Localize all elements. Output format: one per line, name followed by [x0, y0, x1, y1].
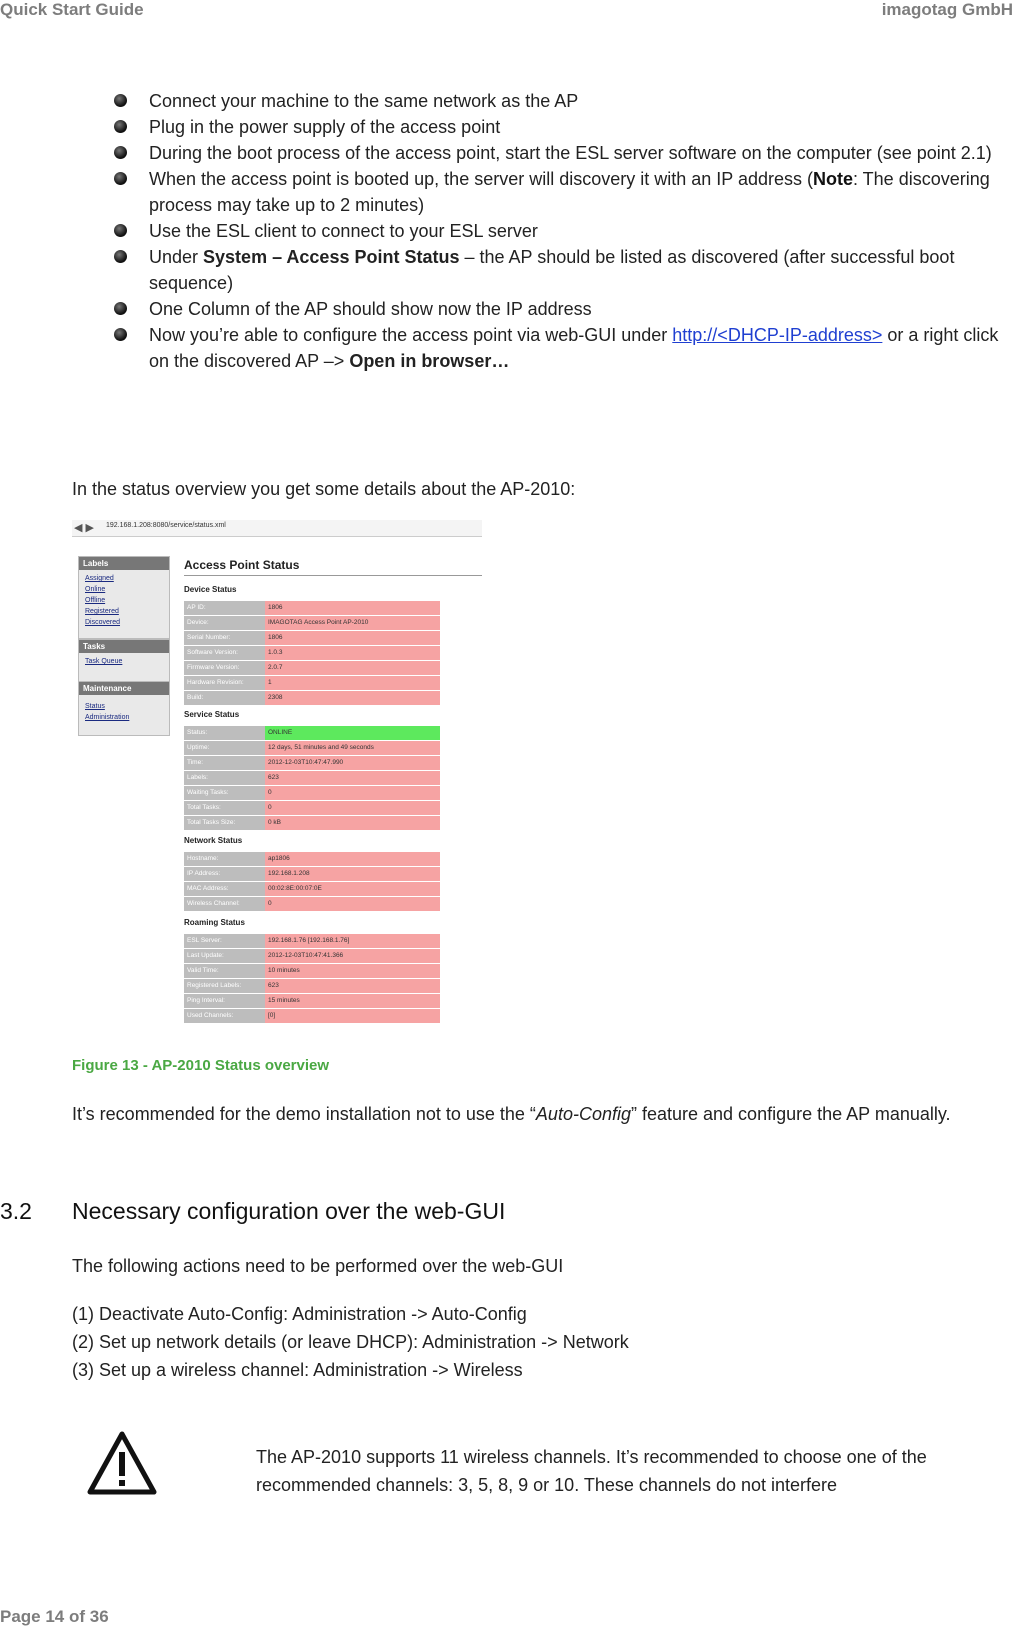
- sidebar-link[interactable]: Discovered: [85, 619, 121, 626]
- table-row: Ping Interval: 15 minutes: [184, 994, 440, 1008]
- recommendation-paragraph: It’s recommended for the demo installation not to use the “Auto-Config” feature and configure the AP manually.: [72, 1104, 951, 1124]
- note-label: Note: [813, 169, 853, 189]
- table-row: Labels: 623: [184, 771, 440, 785]
- sidebar-link[interactable]: Status: [85, 703, 105, 710]
- page-number: Page 14 of 36: [0, 1607, 109, 1626]
- list-item: During the boot process of the access point, start the ESL server software on the computer (see point 2.1): [114, 140, 1014, 166]
- list-item: Plug in the power supply of the access point: [114, 114, 1014, 140]
- actions-intro: The following actions need to be performed over the web-GUI: [72, 1256, 564, 1276]
- browser-address-bar: [72, 520, 482, 537]
- header-company: imagotag GmbH: [881, 0, 1013, 19]
- dhcp-address-link[interactable]: http://<DHCP-IP-address>: [672, 325, 883, 345]
- warning-icon: [86, 1430, 158, 1496]
- bullet-icon: [114, 146, 127, 159]
- section-title: Roaming Status: [184, 918, 245, 927]
- section-number: 3.2: [0, 1198, 32, 1224]
- sidebar-link[interactable]: Task Queue: [85, 658, 123, 665]
- sidebar-link[interactable]: Registered: [85, 608, 119, 615]
- sidebar-link[interactable]: Assigned: [85, 575, 114, 582]
- list-item: When the access point is booted up, the server will discovery it with an IP address (Note: The discovering process may take up to 2 minutes): [114, 166, 1014, 218]
- setup-bullet-list: [114, 88, 1014, 374]
- table-row: Serial Number: 1806: [184, 631, 440, 645]
- table-row: Total Tasks Size: 0 kB: [184, 816, 440, 830]
- bullet-icon: [114, 172, 127, 185]
- figure-caption: Figure 13 - AP-2010 Status overview: [72, 1057, 330, 1074]
- steps-list: [72, 1300, 629, 1384]
- table-row: Device: IMAGOTAG Access Point AP-2010: [184, 616, 440, 630]
- table-row: Valid Time: 10 minutes: [184, 964, 440, 978]
- divider: [184, 575, 482, 576]
- status-screenshot: [72, 520, 482, 1036]
- open-in-browser-label: Open in browser…: [349, 351, 510, 371]
- bullet-icon: [114, 328, 127, 341]
- sidebar-tasks: Tasks Task Queue: [78, 639, 170, 682]
- table-row: IP Address: 192.168.1.208: [184, 867, 440, 881]
- sidebar-labels: Labels Assigned Online Offline Registered Discovered: [78, 556, 170, 639]
- table-row: Firmware Version: 2.0.7: [184, 661, 440, 675]
- table-row: Build: 2308: [184, 691, 440, 705]
- sidebar-link[interactable]: Offline: [85, 597, 106, 604]
- table-row: Last Update: 2012-12-03T10:47:41.366: [184, 949, 440, 963]
- sidebar-link[interactable]: Online: [85, 586, 106, 593]
- table-row: Software Version: 1.0.3: [184, 646, 440, 660]
- bullet-icon: [114, 302, 127, 315]
- list-item: Under System – Access Point Status – the AP should be listed as discovered (after successful boot sequence): [114, 244, 1014, 296]
- list-item: Use the ESL client to connect to your ESL server: [114, 218, 1014, 244]
- table-row: Total Tasks: 0: [184, 801, 440, 815]
- table-row: Time: 2012-12-03T10:47:47.990: [184, 756, 440, 770]
- status-page-title: Access Point Status: [184, 558, 300, 572]
- section-heading: Necessary configuration over the web-GUI: [72, 1198, 506, 1224]
- menu-path: System – Access Point Status: [203, 247, 460, 267]
- section-title: Service Status: [184, 710, 240, 719]
- bullet-icon: [114, 224, 127, 237]
- back-forward-icon: ◀ ▶: [74, 522, 94, 534]
- table-row: Registered Labels: 623: [184, 979, 440, 993]
- bullet-icon: [114, 120, 127, 133]
- header-title: Quick Start Guide: [0, 0, 144, 19]
- warning-text: The AP-2010 supports 11 wireless channels. It’s recommended to choose one of the recommended channels: 3, 5, 8, 9 or 10. These channels do not interfere: [256, 1447, 927, 1495]
- sidebar-link[interactable]: Administration: [85, 714, 130, 721]
- sidebar-maintenance: Maintenance Status Administration: [78, 681, 170, 736]
- table-row: Hostname: ap1806: [184, 852, 440, 866]
- list-item: (3) Set up a wireless channel: Administration -> Wireless: [72, 1360, 523, 1380]
- address-url: 192.168.1.208:8080/service/status.xml: [106, 522, 226, 529]
- table-row: Used Channels: [0]: [184, 1009, 440, 1023]
- intro-paragraph: In the status overview you get some details about the AP-2010:: [72, 479, 576, 499]
- table-row: Uptime: 12 days, 51 minutes and 49 seconds: [184, 741, 440, 755]
- section-title: Network Status: [184, 836, 243, 845]
- table-row: Waiting Tasks: 0: [184, 786, 440, 800]
- table-row: Status: ONLINE: [184, 726, 440, 740]
- section-title: Device Status: [184, 585, 237, 594]
- list-item: Connect your machine to the same network as the AP: [114, 88, 1014, 114]
- table-row: Wireless Channel: 0: [184, 897, 440, 911]
- table-row: MAC Address: 00:02:8E:00:07:0E: [184, 882, 440, 896]
- list-item: Now you’re able to configure the access point via web-GUI under http://<DHCP-IP-address> or a right click on the discovered AP –> Open in browser…: [114, 322, 1014, 374]
- bullet-icon: [114, 94, 127, 107]
- list-item: One Column of the AP should show now the IP address: [114, 296, 1014, 322]
- list-item: (2) Set up network details (or leave DHCP): Administration -> Network: [72, 1332, 629, 1352]
- list-item: (1) Deactivate Auto-Config: Administration -> Auto-Config: [72, 1304, 527, 1324]
- table-row: Hardware Revision: 1: [184, 676, 440, 690]
- bullet-icon: [114, 250, 127, 263]
- table-row: AP ID: 1806: [184, 601, 440, 615]
- table-row: ESL Server: 192.168.1.76 [192.168.1.76]: [184, 934, 440, 948]
